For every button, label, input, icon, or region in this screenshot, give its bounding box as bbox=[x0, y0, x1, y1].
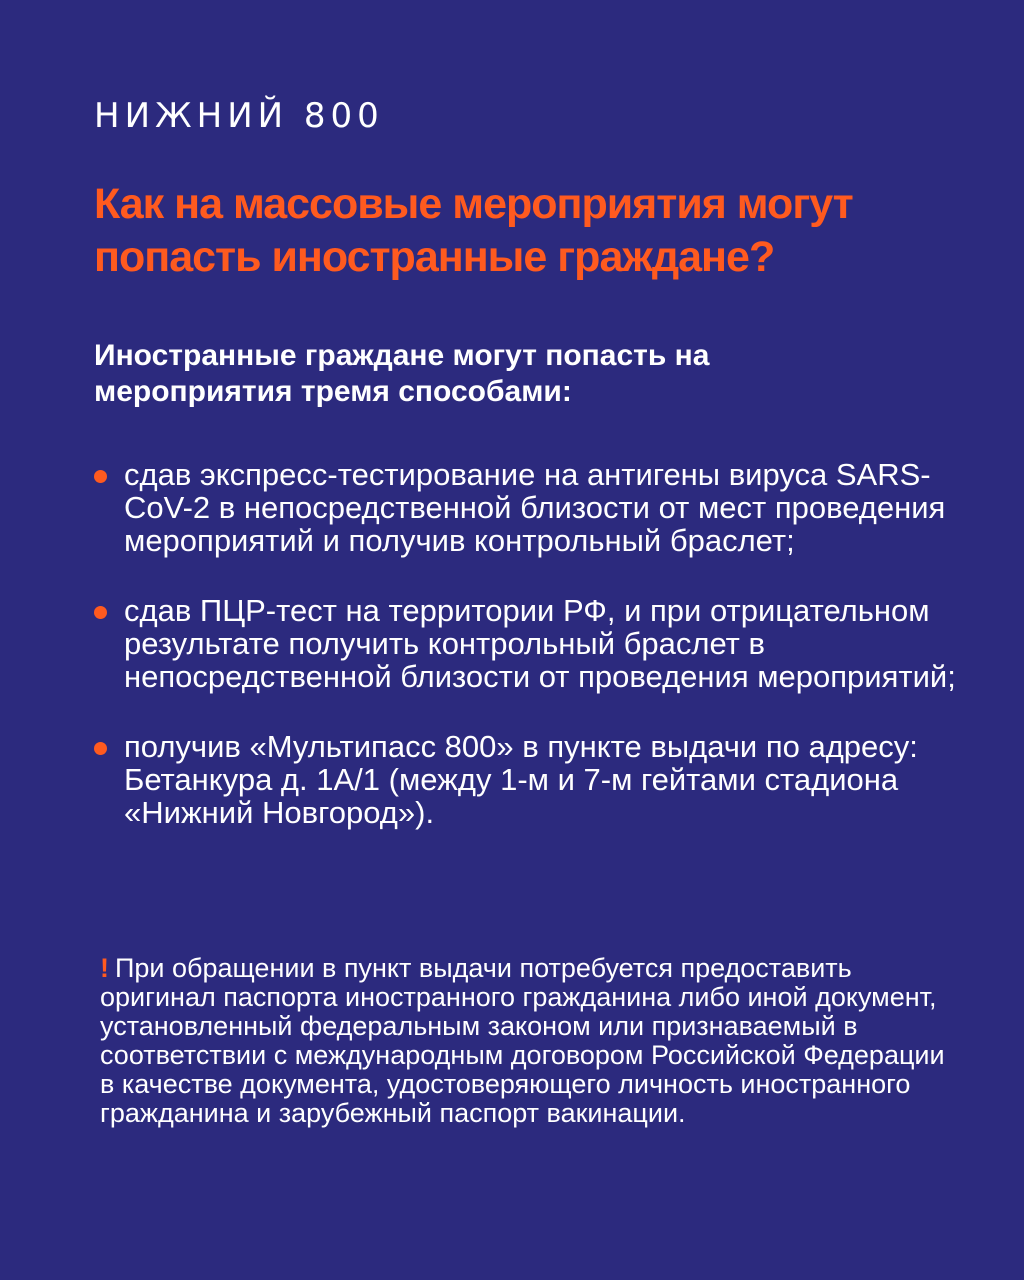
list-item bbox=[94, 730, 964, 829]
notice bbox=[100, 954, 960, 1128]
notice-text: При обращении в пункт выдачи потребуется предоставить оригинал паспорта иностранного гражданина либо иной документ, установленный федеральным законом или признаваемый в соответствии с международным договором Российской Федерации в качестве документа, удостоверяющего личность иностранного гражданина и зарубежный паспорт вакинации. bbox=[100, 953, 945, 1128]
list-item-text: получив «Мультипасс 800» в пункте выдачи по адресу: Бетанкура д. 1А/1 (между 1-м и 7-м гейтами стадиона «Нижний Новгород»). bbox=[124, 729, 918, 830]
bullet-dot-icon bbox=[94, 606, 107, 619]
methods-list bbox=[94, 458, 964, 866]
list-item bbox=[94, 458, 964, 557]
brand-logo: НИЖНИЙ 800 bbox=[94, 96, 384, 136]
list-item bbox=[94, 594, 964, 693]
list-item-text: сдав ПЦР-тест на территории РФ, и при отрицательном результате получить контрольный браслет в непосредственной близости от проведения мероприятий; bbox=[124, 593, 956, 694]
exclamation-icon: ! bbox=[100, 953, 109, 983]
bullet-dot-icon bbox=[94, 470, 107, 483]
lead-text: Иностранные граждане могут попасть на мероприятия тремя способами: bbox=[94, 339, 710, 408]
headline: Как на массовые мероприятия могут попасть иностранные граждане? bbox=[94, 180, 853, 281]
bullet-dot-icon bbox=[94, 742, 107, 755]
list-item-text: сдав экспресс-тестирование на антигены вируса SARS-CoV-2 в непосредственной близости от мест проведения мероприятий и получив контрольный браслет; bbox=[124, 457, 946, 558]
